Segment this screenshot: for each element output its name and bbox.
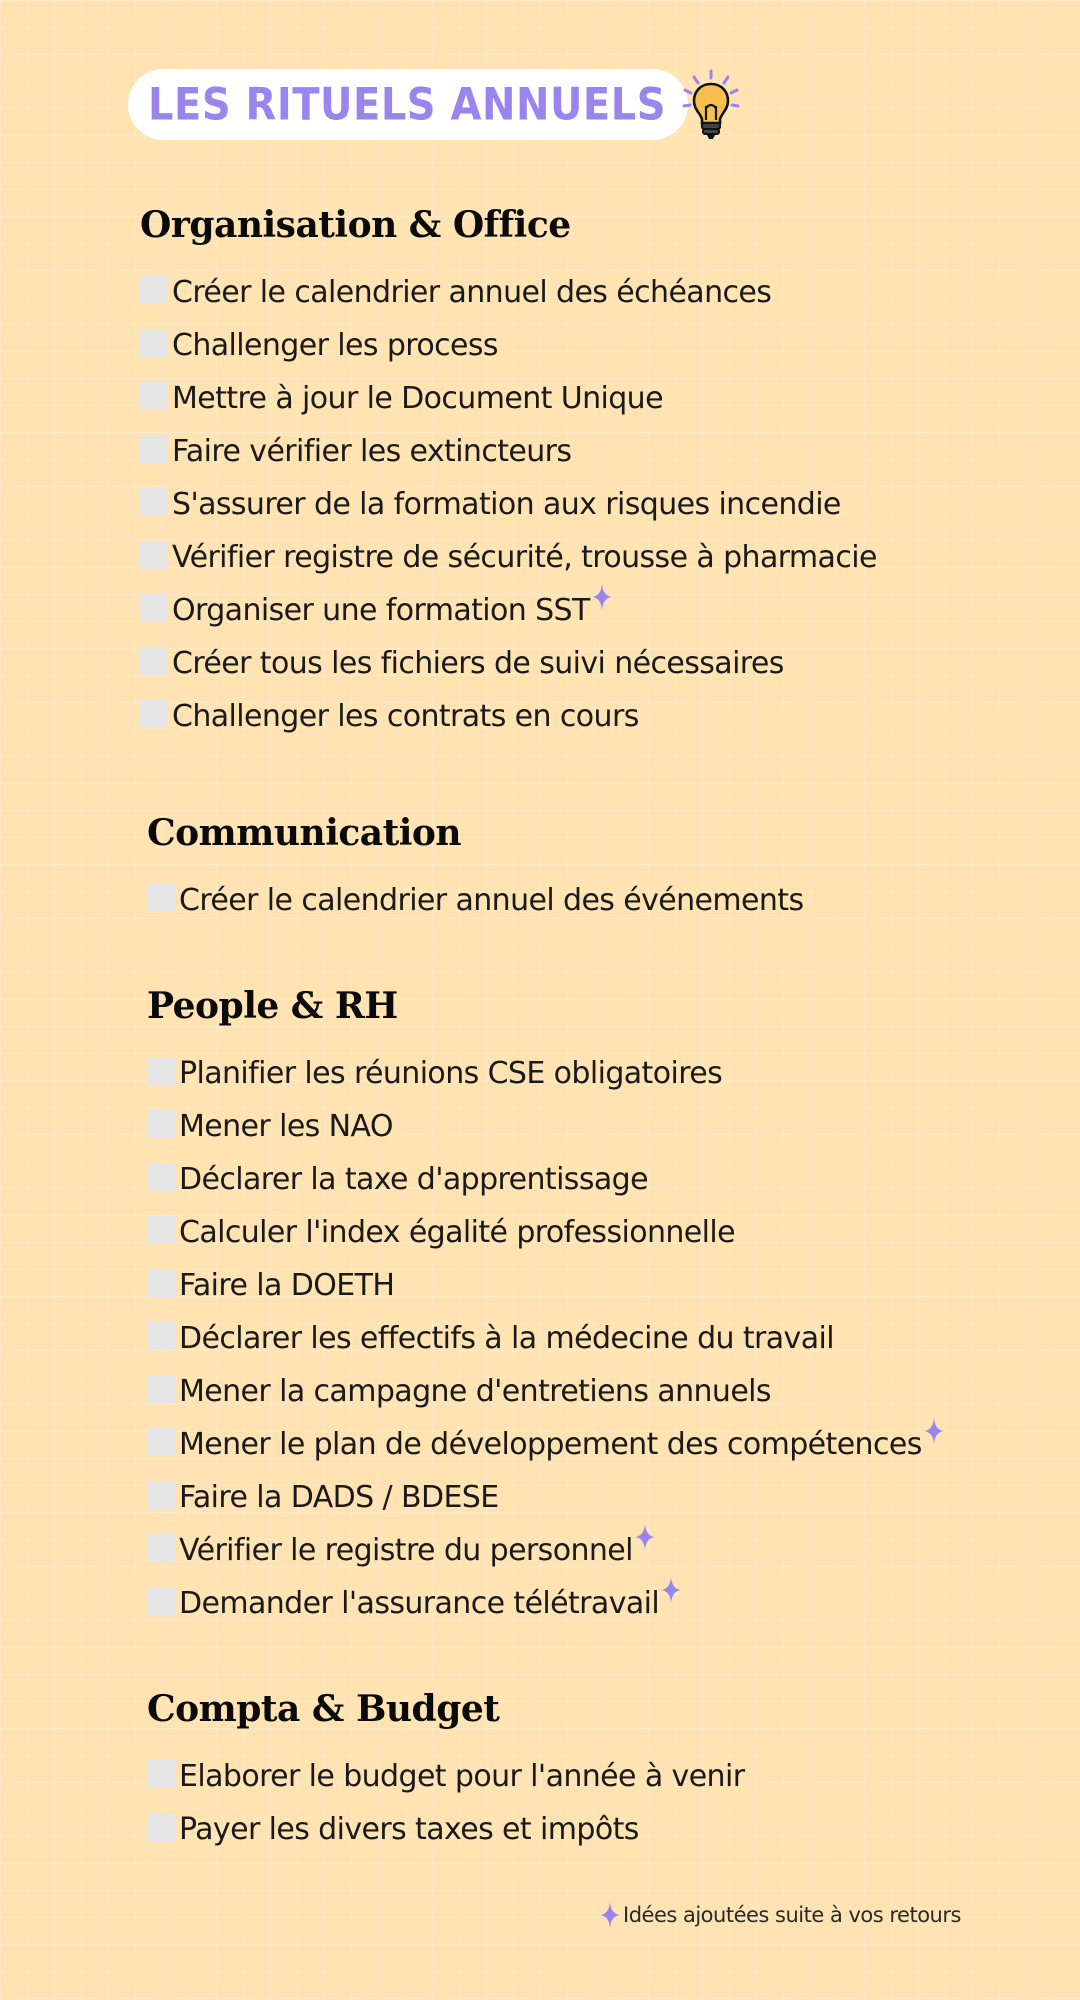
section-heading: Organisation & Office bbox=[140, 204, 571, 246]
section-heading: People & RH bbox=[147, 985, 398, 1027]
checkbox[interactable] bbox=[140, 594, 168, 622]
item-label: Mener la campagne d'entretiens annuels bbox=[179, 1374, 771, 1409]
checklist-item bbox=[147, 1750, 744, 1803]
checkbox[interactable] bbox=[140, 329, 168, 357]
checkbox[interactable] bbox=[140, 647, 168, 675]
checklist-item bbox=[147, 874, 804, 927]
checklist-item bbox=[140, 637, 877, 690]
checklist-item bbox=[147, 1577, 944, 1630]
checklist-item bbox=[147, 1047, 944, 1100]
checkbox[interactable] bbox=[147, 884, 175, 912]
checklist-item bbox=[140, 372, 877, 425]
item-label: Créer le calendrier annuel des événements bbox=[179, 883, 804, 918]
section-heading: Communication bbox=[147, 812, 462, 854]
checkbox[interactable] bbox=[147, 1428, 175, 1456]
item-label: Planifier les réunions CSE obligatoires bbox=[179, 1056, 723, 1091]
checklist-item bbox=[147, 1803, 744, 1856]
checklist-item bbox=[147, 1312, 944, 1365]
checkbox[interactable] bbox=[147, 1216, 175, 1244]
checkbox[interactable] bbox=[140, 276, 168, 304]
lightbulb-icon bbox=[680, 68, 742, 144]
item-label: Créer le calendrier annuel des échéances bbox=[172, 275, 772, 310]
item-label: Déclarer la taxe d'apprentissage bbox=[179, 1162, 648, 1197]
item-label: Mettre à jour le Document Unique bbox=[172, 381, 663, 416]
section-people-rh bbox=[147, 981, 944, 1630]
item-label: Faire la DADS / BDESE bbox=[179, 1480, 499, 1515]
section-organisation-office bbox=[140, 200, 877, 743]
section-compta-budget bbox=[147, 1684, 744, 1856]
checkbox[interactable] bbox=[147, 1813, 175, 1841]
checkbox[interactable] bbox=[147, 1760, 175, 1788]
checklist bbox=[140, 266, 877, 743]
item-label: S'assurer de la formation aux risques incendie bbox=[172, 487, 841, 522]
checklist-item bbox=[147, 1418, 944, 1471]
checkbox[interactable] bbox=[147, 1534, 175, 1562]
title-banner bbox=[128, 69, 688, 140]
item-label: Mener les NAO bbox=[179, 1109, 393, 1144]
checklist-item bbox=[140, 584, 877, 637]
item-label: Challenger les contrats en cours bbox=[172, 699, 639, 734]
checklist-item bbox=[140, 690, 877, 743]
item-label: Challenger les process bbox=[172, 328, 498, 363]
sparkle-icon bbox=[635, 1524, 655, 1550]
checklist-item bbox=[147, 1524, 944, 1577]
checkbox[interactable] bbox=[147, 1481, 175, 1509]
checklist-item bbox=[147, 1259, 944, 1312]
checkbox[interactable] bbox=[147, 1269, 175, 1297]
checklist-item bbox=[147, 1471, 944, 1524]
checklist-item bbox=[147, 1206, 944, 1259]
sparkle-icon bbox=[661, 1577, 681, 1603]
item-label: Vérifier le registre du personnel bbox=[179, 1533, 633, 1568]
checkbox[interactable] bbox=[140, 700, 168, 728]
checkbox[interactable] bbox=[140, 435, 168, 463]
checklist-item bbox=[147, 1153, 944, 1206]
checkbox[interactable] bbox=[147, 1322, 175, 1350]
checklist-item bbox=[140, 266, 877, 319]
item-label: Mener le plan de développement des compétences bbox=[179, 1427, 922, 1462]
checklist-item bbox=[140, 478, 877, 531]
item-label: Organiser une formation SST bbox=[172, 593, 590, 628]
item-label: Vérifier registre de sécurité, trousse à pharmacie bbox=[172, 540, 877, 575]
checkbox[interactable] bbox=[140, 382, 168, 410]
item-label: Calculer l'index égalité professionnelle bbox=[179, 1215, 735, 1250]
checklist-item bbox=[140, 531, 877, 584]
footnote bbox=[600, 1902, 961, 1928]
item-label: Créer tous les fichiers de suivi nécessaires bbox=[172, 646, 784, 681]
section-heading: Compta & Budget bbox=[147, 1688, 500, 1730]
checkbox[interactable] bbox=[140, 488, 168, 516]
item-label: Demander l'assurance télétravail bbox=[179, 1586, 660, 1621]
checkbox[interactable] bbox=[147, 1587, 175, 1615]
checklist bbox=[147, 1047, 944, 1630]
item-label: Payer les divers taxes et impôts bbox=[179, 1812, 639, 1847]
checkbox[interactable] bbox=[147, 1110, 175, 1138]
item-label: Déclarer les effectifs à la médecine du travail bbox=[179, 1321, 834, 1356]
item-label: Faire la DOETH bbox=[179, 1268, 395, 1303]
footnote-text: Idées ajoutées suite à vos retours bbox=[623, 1903, 961, 1927]
checklist-item bbox=[147, 1365, 944, 1418]
checklist-item bbox=[140, 425, 877, 478]
item-label: Faire vérifier les extincteurs bbox=[172, 434, 572, 469]
section-communication bbox=[147, 808, 804, 927]
checkbox[interactable] bbox=[147, 1057, 175, 1085]
checkbox[interactable] bbox=[147, 1163, 175, 1191]
checkbox[interactable] bbox=[147, 1375, 175, 1403]
sparkle-icon bbox=[600, 1902, 620, 1928]
checkbox[interactable] bbox=[140, 541, 168, 569]
checklist-item bbox=[147, 1100, 944, 1153]
sparkle-icon bbox=[924, 1418, 944, 1444]
sparkle-icon bbox=[592, 584, 612, 610]
page-title: LES RITUELS ANNUELS bbox=[148, 78, 667, 131]
checklist bbox=[147, 874, 804, 927]
checklist-item bbox=[140, 319, 877, 372]
checklist bbox=[147, 1750, 744, 1856]
item-label: Elaborer le budget pour l'année à venir bbox=[179, 1759, 745, 1794]
